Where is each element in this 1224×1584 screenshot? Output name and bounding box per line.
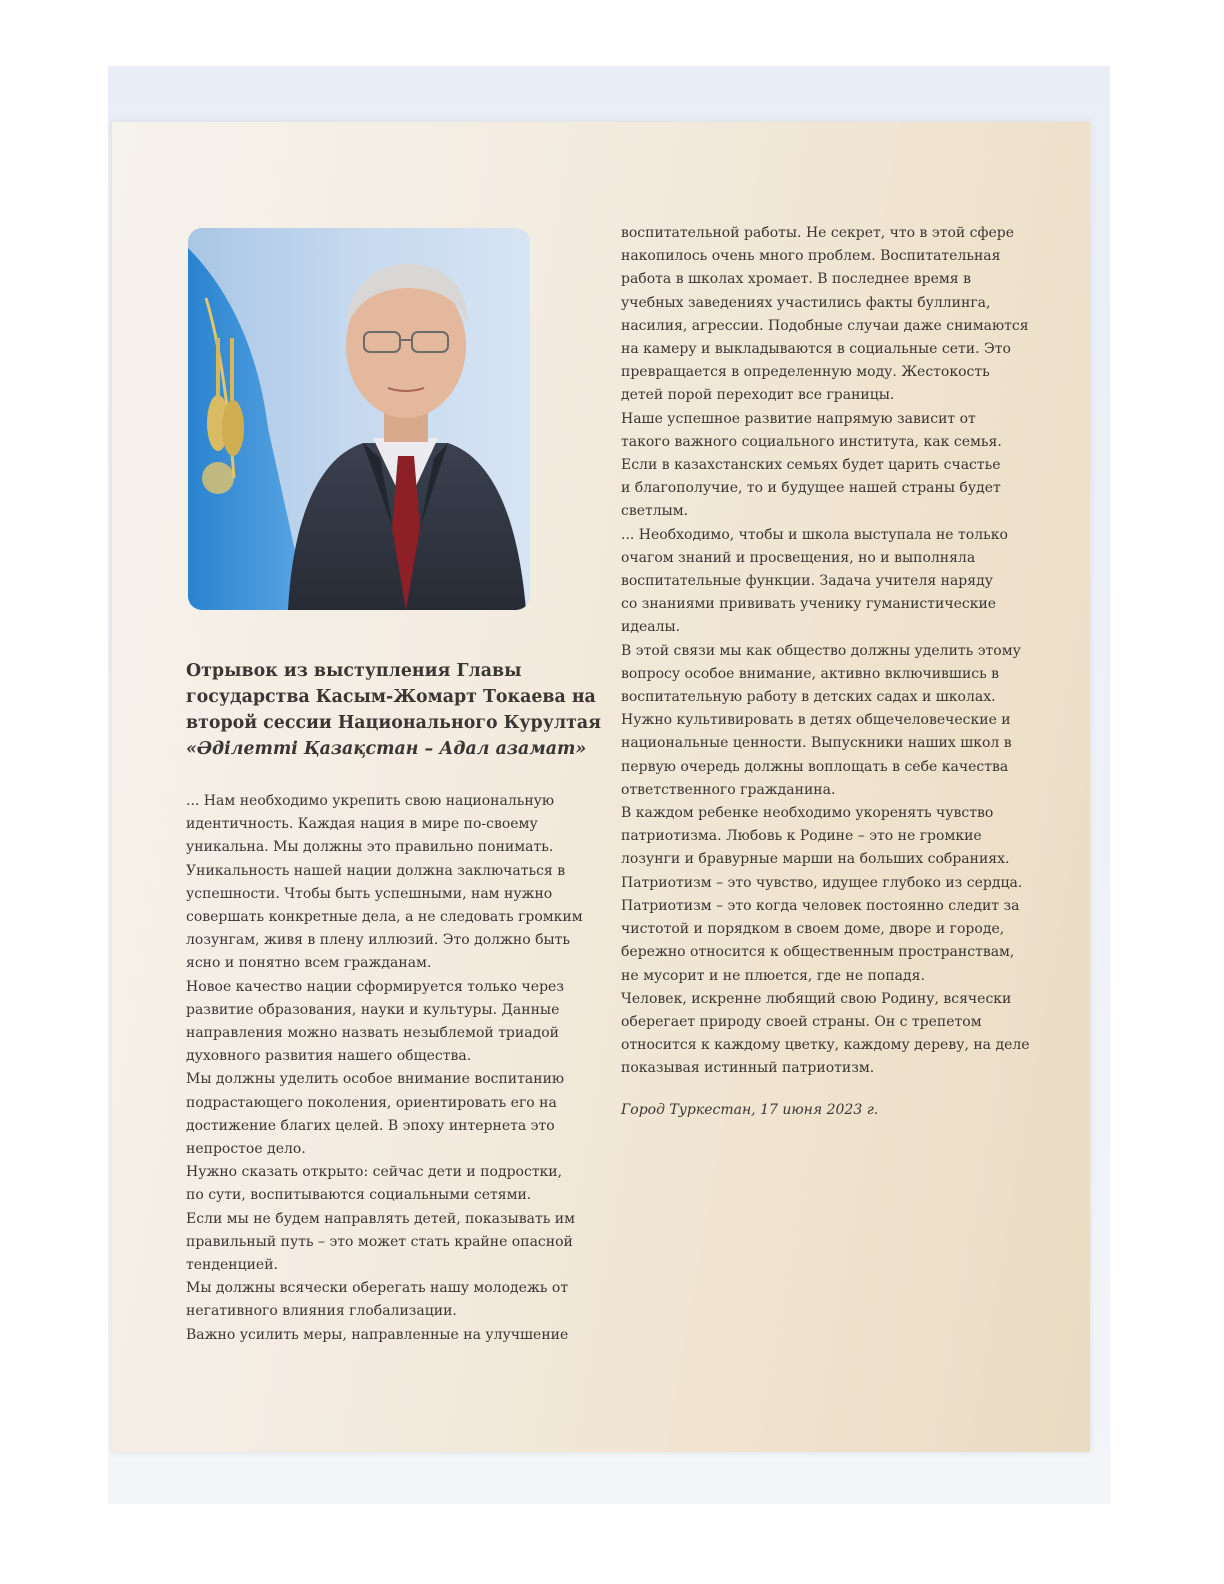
text-line: лозунгам, живя в плену иллюзий. Это должно быть — [186, 932, 571, 949]
text-line: Важно усилить меры, направленные на улучшение — [186, 1326, 569, 1343]
heading-line-italic: «Әділетті Қазақстан – Адал азамат» — [186, 739, 587, 759]
text-line: Если в казахстанских семьях будет царить счастье — [621, 457, 1001, 474]
text-line: духовного развития нашего общества. — [186, 1048, 472, 1065]
text-line: ясно и понятно всем гражданам. — [186, 955, 432, 972]
heading-line: второй сессии Национального Курултая — [186, 713, 601, 733]
text-line: Уникальность нашей нации должна заключаться в — [186, 862, 566, 879]
text-line: правильный путь – это может стать крайне опасной — [186, 1233, 573, 1250]
text-line: Наше успешное развитие напрямую зависит от — [621, 410, 976, 427]
heading-line: государства Касым-Жомарт Токаева на — [186, 687, 596, 707]
text-line: Мы должны уделить особое внимание воспитанию — [186, 1071, 565, 1088]
text-line: вопросу особое внимание, активно включившись в — [621, 665, 1000, 682]
text-line: Патриотизм – это когда человек постоянно следит за — [621, 897, 1020, 914]
text-line: первую очередь должны воплощать в себе качества — [621, 758, 1009, 775]
text-line: на камеру и выкладываются в социальные сети. Это — [621, 341, 1011, 358]
text-line: Новое качество нации сформируется только через — [186, 978, 564, 995]
left-text-column — [186, 790, 596, 1347]
text-line: такого важного социального института, как семья. — [621, 433, 1002, 450]
right-text-column — [621, 222, 1041, 1081]
text-line: относится к каждому цветку, каждому дереву, на деле — [621, 1037, 1030, 1054]
text-line: идентичность. Каждая нация в мире по-своему — [186, 816, 538, 833]
text-line: оберегает природу своей страны. Он с трепетом — [621, 1013, 982, 1030]
text-line: Человек, искренне любящий свою Родину, всячески — [621, 990, 1012, 1007]
text-line: ответственного гражданина. — [621, 781, 836, 798]
text-line: со знаниями прививать ученику гуманистические — [621, 596, 997, 613]
text-line: подрастающего поколения, ориентировать его на — [186, 1094, 557, 1111]
portrait-photo — [188, 228, 530, 610]
text-line: бережно относится к общественным пространствам, — [621, 944, 1015, 961]
text-line: воспитательные функции. Задача учителя наряду — [621, 573, 993, 590]
text-line: насилия, агрессии. Подобные случаи даже снимаются — [621, 317, 1029, 334]
text-line: детей порой переходит все границы. — [621, 387, 895, 404]
text-line: непростое дело. — [186, 1141, 306, 1158]
portrait-illustration — [188, 228, 530, 610]
text-line: воспитательную работу в детских садах и школах. — [621, 689, 996, 706]
text-line: идеалы. — [621, 619, 681, 636]
text-line: направления можно назвать незыблемой триадой — [186, 1025, 559, 1042]
text-line: ... Необходимо, чтобы и школа выступала не только — [621, 526, 1008, 543]
text-line: по сути, воспитываются социальными сетями. — [186, 1187, 532, 1204]
text-line: светлым. — [621, 503, 689, 520]
text-line: совершать конкретные дела, а не следовать громким — [186, 909, 583, 926]
text-line: Нужно сказать открыто: сейчас дети и подростки, — [186, 1164, 563, 1181]
text-line: национальные ценности. Выпускники наших школ в — [621, 735, 1012, 752]
document-page — [112, 122, 1090, 1452]
text-line: учебных заведениях участились факты буллинга, — [621, 294, 991, 311]
text-line: работа в школах хромает. В последнее время в — [621, 271, 971, 288]
text-line: Мы должны всячески оберегать нашу молодежь от — [186, 1280, 569, 1297]
text-line: очагом знаний и просвещения, но и выполняла — [621, 549, 976, 566]
text-line: не мусорит и не плюется, где не попадя. — [621, 967, 925, 984]
text-line: успешности. Чтобы быть успешными, нам нужно — [186, 885, 553, 902]
text-line: показывая истинный патриотизм. — [621, 1060, 875, 1077]
text-line: В каждом ребенке необходимо укоренять чувство — [621, 805, 994, 822]
text-line: превращается в определенную моду. Жестокость — [621, 364, 990, 381]
text-line: Если мы не будем направлять детей, показывать им — [186, 1210, 576, 1227]
text-line: развитие образования, науки и культуры. Данные — [186, 1001, 560, 1018]
text-line: и благополучие, то и будущее нашей страны будет — [621, 480, 1001, 497]
text-line: ... Нам необходимо укрепить свою национальную — [186, 793, 555, 809]
text-line: воспитательной работы. Не секрет, что в этой сфере — [621, 225, 1014, 241]
text-line: тенденцией. — [186, 1257, 278, 1274]
text-line: патриотизма. Любовь к Родине – это не громкие — [621, 828, 982, 845]
excerpt-heading — [186, 658, 601, 762]
text-line: уникальна. Мы должны это правильно понимать. — [186, 839, 554, 856]
text-line: чистотой и порядком в своем доме, дворе и городе, — [621, 921, 1005, 938]
text-line: Нужно культивировать в детях общечеловеческие и — [621, 712, 1011, 729]
heading-line: Отрывок из выступления Главы — [186, 661, 522, 681]
text-line: негативного влияния глобализации. — [186, 1303, 457, 1320]
text-line: В этой связи мы как общество должны уделить этому — [621, 642, 1021, 659]
text-line: лозунги и бравурные марши на больших собраниях. — [621, 851, 1010, 868]
text-line: Патриотизм – это чувство, идущее глубоко из сердца. — [621, 874, 1023, 891]
dateline: Город Туркестан, 17 июня 2023 г. — [621, 1102, 879, 1118]
text-line: накопилось очень много проблем. Воспитательная — [621, 248, 1001, 265]
text-line: достижение благих целей. В эпоху интернета это — [186, 1117, 555, 1134]
